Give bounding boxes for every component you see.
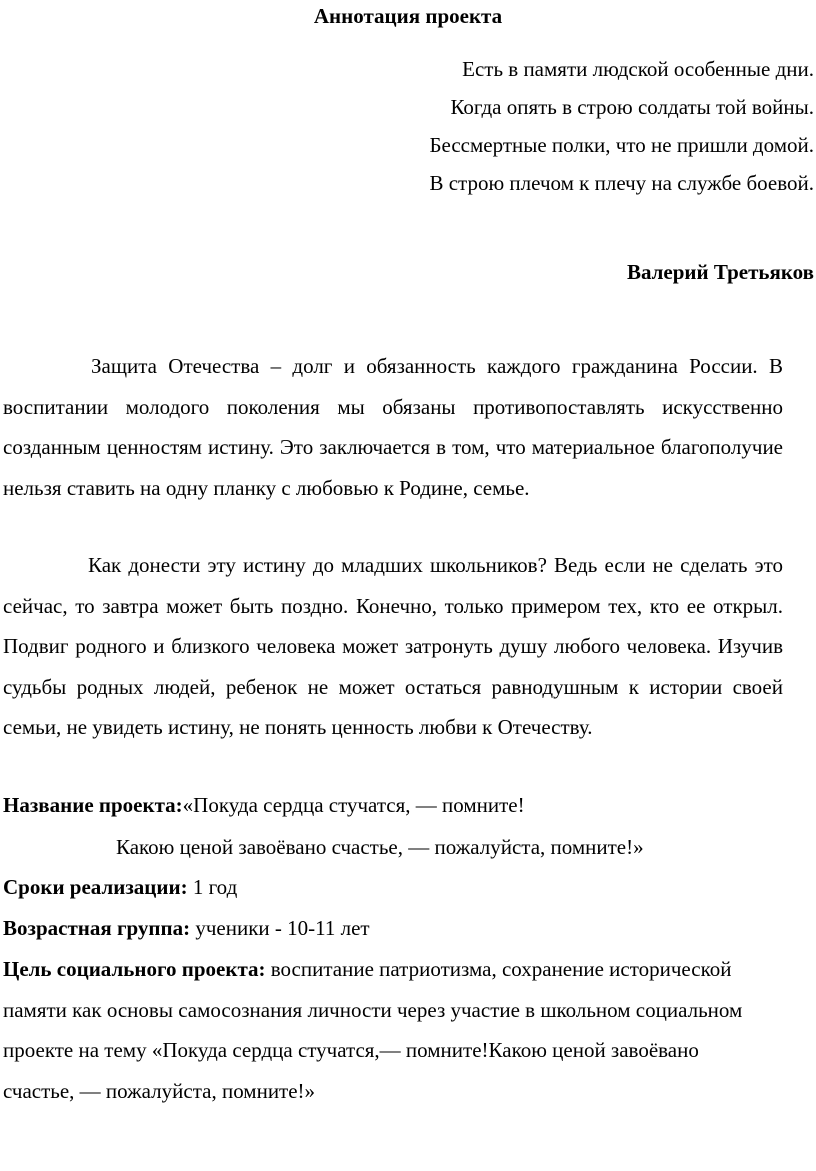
age-group-row: [3, 908, 803, 948]
paragraph-text: Защита Отечества – долг и обязанность каждого гражданина России. В воспитании молодого поколения мы обязаны противопоставлять искусственно созданным ценностям истину. Это заключается в том, что материальное благополучие нельзя ставить на одну планку с любовью к Родине, семье.: [3, 354, 783, 500]
epigraph-line: Когда опять в строю солдаты той войны.: [450, 95, 814, 119]
project-name-row: [3, 785, 803, 825]
goal-value: воспитание патриотизма, сохранение исторической памяти как основы самосознания личности через участие в школьном социальном проекте на тему «Покуда сердца стучатся,— помните!Какою ценой завоёвано счастье, — пожалуйста, помните!»: [3, 957, 743, 1103]
project-name-label: Название проекта:: [3, 793, 183, 817]
term-row: [3, 867, 803, 907]
epigraph: [429, 55, 814, 207]
epigraph-line: Есть в памяти людской особенные дни.: [462, 57, 814, 81]
project-name-value-continued: Какою ценой завоёвано счастье, — пожалуйста, помните!»: [116, 835, 644, 859]
age-group-value: ученики - 10-11 лет: [190, 916, 370, 940]
paragraph-1: [3, 346, 783, 508]
term-label: Сроки реализации:: [3, 875, 188, 899]
paragraph-text: Как донести эту истину до младших школьников? Ведь если не сделать это сейчас, то завтра может быть поздно. Конечно, только примером тех, кто ее открыл. Подвиг родного и близкого человека может затронуть душу любого человека. Изучив судьбы родных людей, ребенок не может остаться равнодушным к истории своей семьи, не увидеть истину, не понять ценность любви к Отечеству.: [3, 553, 783, 740]
goal-label: Цель социального проекта:: [3, 957, 266, 981]
goal-row: [3, 949, 763, 1111]
epigraph-line: Бессмертные полки, что не пришли домой.: [429, 133, 814, 157]
term-value: 1 год: [187, 875, 238, 899]
epigraph-line: В строю плечом к плечу на службе боевой.: [429, 171, 814, 195]
paragraph-2: [3, 545, 783, 748]
project-name-row-continued: [116, 827, 816, 867]
epigraph-author: Валерий Третьяков: [626, 260, 814, 284]
document-title: Аннотация проекта: [313, 4, 503, 28]
project-name-value: «Покуда сердца стучатся, — помните!: [182, 793, 525, 817]
age-group-label: Возрастная группа:: [3, 916, 191, 940]
